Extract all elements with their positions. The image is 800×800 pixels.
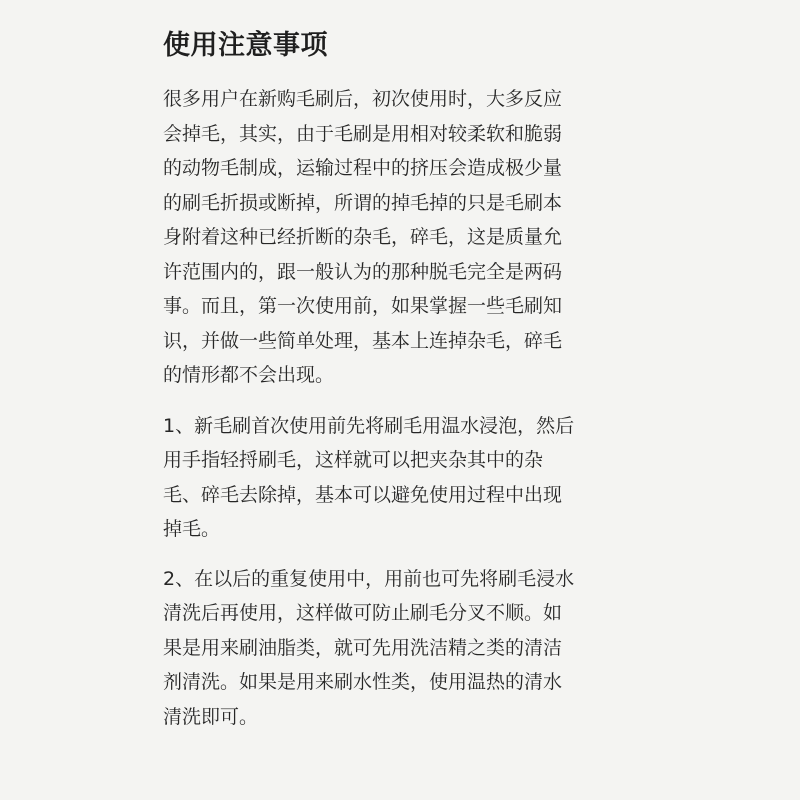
paragraph-line: 很多用户在新购毛刷后，初次使用时，大多反应 xyxy=(163,88,563,110)
paragraph-line: 果是用来刷油脂类，就可先用洗洁精之类的清洁 xyxy=(163,636,563,659)
paragraph-line: 剂清洗。如果是用来刷水性类，使用温热的清水 xyxy=(163,671,563,693)
tip-paragraph-1 xyxy=(163,409,643,547)
page-title: 使用注意事项 xyxy=(163,30,328,61)
paragraph-line: 识，并做一些简单处理，基本上连掉杂毛，碎毛 xyxy=(163,329,563,352)
document-content xyxy=(163,26,643,734)
paragraph-line: 的动物毛制成，运输过程中的挤压会造成极少量 xyxy=(163,157,563,179)
paragraph-line: 会掉毛，其实，由于毛刷是用相对较柔软和脆弱 xyxy=(163,122,563,145)
paragraph-line: 1、新毛刷首次使用前先将刷毛用温水浸泡，然后 xyxy=(163,414,575,437)
paragraph-line: 2、在以后的重复使用中，用前也可先将刷毛浸水 xyxy=(163,567,575,590)
paragraph-line: 毛、碎毛去除掉，基本可以避免使用过程中出现 xyxy=(163,483,563,506)
tip-paragraph-2 xyxy=(163,562,643,735)
paragraph-line: 清洗即可。 xyxy=(163,705,259,728)
paragraph-line: 身附着这种已经折断的杂毛，碎毛，这是质量允 xyxy=(163,226,563,248)
paragraph-line: 用手指轻捋刷毛，这样就可以把夹杂其中的杂 xyxy=(163,449,544,471)
paragraph-line: 掉毛。 xyxy=(163,518,221,540)
paragraph-line: 许范围内的，跟一般认为的那种脱毛完全是两码 xyxy=(163,260,563,283)
paragraph-line: 的刷毛折损或断掉，所谓的掉毛掉的只是毛刷本 xyxy=(163,191,563,214)
paragraph-line: 清洗后再使用，这样做可防止刷毛分叉不顺。如 xyxy=(163,602,563,624)
intro-paragraph xyxy=(163,82,643,393)
paragraph-line: 的情形都不会出现。 xyxy=(163,364,335,386)
paragraph-line: 事。而且，第一次使用前，如果掌握一些毛刷知 xyxy=(163,295,563,317)
